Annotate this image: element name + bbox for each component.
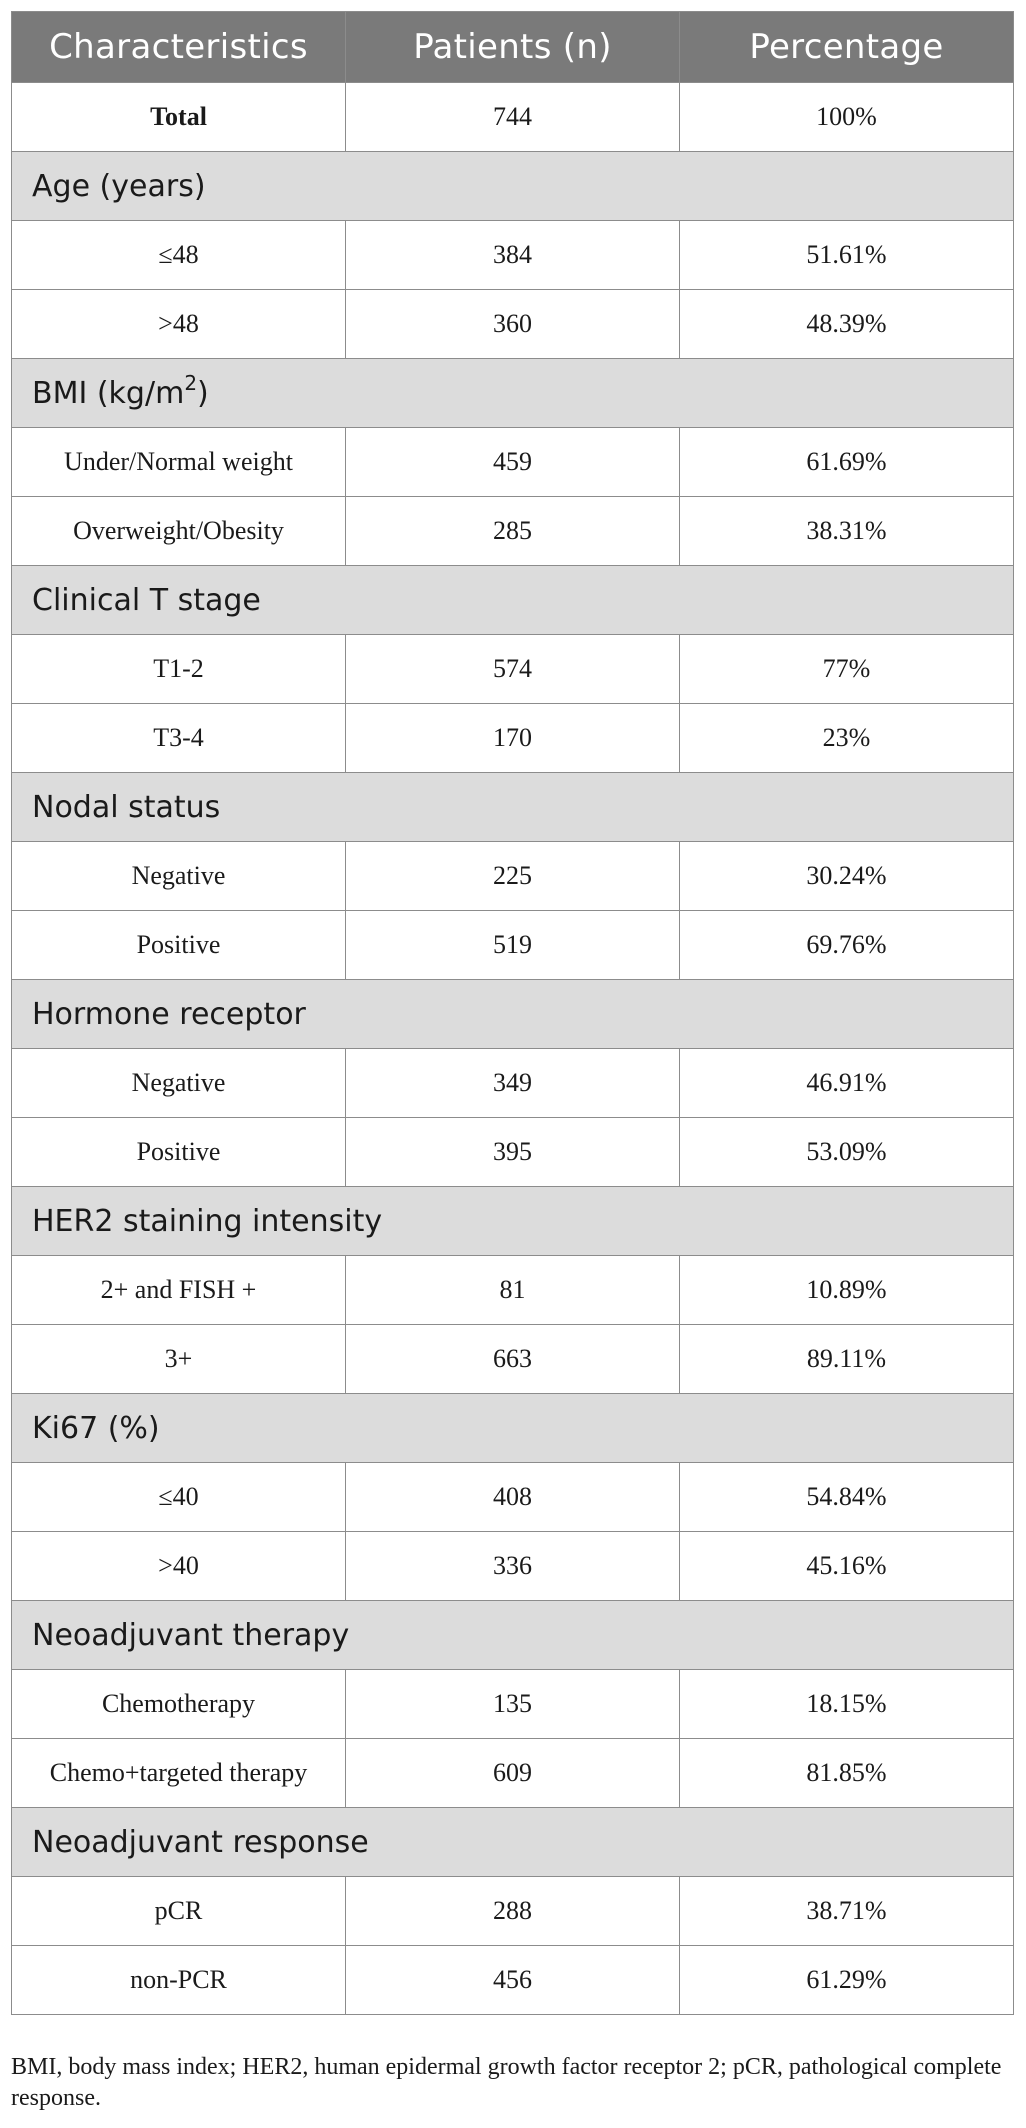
row-patients: 609 [346, 1739, 680, 1808]
row-patients: 395 [346, 1118, 680, 1187]
table-row [12, 221, 1014, 290]
row-percentage: 48.39% [680, 290, 1014, 359]
row-percentage: 38.71% [680, 1877, 1014, 1946]
row-label: Under/Normal weight [12, 428, 346, 497]
table-row [12, 497, 1014, 566]
row-label: Negative [12, 1049, 346, 1118]
row-patients: 285 [346, 497, 680, 566]
row-patients: 349 [346, 1049, 680, 1118]
row-percentage: 30.24% [680, 842, 1014, 911]
row-percentage: 69.76% [680, 911, 1014, 980]
table-row [12, 704, 1014, 773]
row-label: ≤48 [12, 221, 346, 290]
row-label: Negative [12, 842, 346, 911]
section-title: BMI (kg/m [32, 375, 185, 411]
row-percentage: 89.11% [680, 1325, 1014, 1394]
header-percentage: Percentage [680, 12, 1014, 83]
row-label: Chemo+targeted therapy [12, 1739, 346, 1808]
table-row [12, 428, 1014, 497]
row-percentage: 61.29% [680, 1946, 1014, 2015]
row-label: Positive [12, 1118, 346, 1187]
row-patients: 408 [346, 1463, 680, 1532]
row-patients: 288 [346, 1877, 680, 1946]
row-patients: 81 [346, 1256, 680, 1325]
row-label: Chemotherapy [12, 1670, 346, 1739]
row-percentage: 38.31% [680, 497, 1014, 566]
characteristics-table [11, 11, 1014, 2015]
section-clinical-t-stage [12, 566, 1014, 635]
section-neoadjuvant-response [12, 1808, 1014, 1877]
row-patients: 384 [346, 221, 680, 290]
section-title: Neoadjuvant response [12, 1808, 1014, 1877]
row-percentage: 54.84% [680, 1463, 1014, 1532]
section-age [12, 152, 1014, 221]
section-her2-staining [12, 1187, 1014, 1256]
header-patients: Patients (n) [346, 12, 680, 83]
table-row [12, 1739, 1014, 1808]
section-hormone-receptor [12, 980, 1014, 1049]
section-title: Hormone receptor [12, 980, 1014, 1049]
table-row [12, 1325, 1014, 1394]
section-title: Ki67 (%) [12, 1394, 1014, 1463]
row-patients: 336 [346, 1532, 680, 1601]
section-bmi [12, 359, 1014, 428]
section-nodal-status [12, 773, 1014, 842]
table-header-row [12, 12, 1014, 83]
table-row [12, 911, 1014, 980]
table-row [12, 1049, 1014, 1118]
header-characteristics: Characteristics [12, 12, 346, 83]
table-row [12, 842, 1014, 911]
row-patients: 519 [346, 911, 680, 980]
section-title: Clinical T stage [12, 566, 1014, 635]
total-percentage: 100% [680, 83, 1014, 152]
total-row [12, 83, 1014, 152]
section-neoadjuvant-therapy [12, 1601, 1014, 1670]
row-patients: 170 [346, 704, 680, 773]
row-label: T1-2 [12, 635, 346, 704]
row-label: pCR [12, 1877, 346, 1946]
row-label: T3-4 [12, 704, 346, 773]
section-title-superscript: 2 [184, 370, 198, 395]
table-row [12, 1877, 1014, 1946]
row-patients: 360 [346, 290, 680, 359]
row-label: >40 [12, 1532, 346, 1601]
row-label: Overweight/Obesity [12, 497, 346, 566]
row-percentage: 51.61% [680, 221, 1014, 290]
total-label: Total [12, 83, 346, 152]
section-title: HER2 staining intensity [12, 1187, 1014, 1256]
table-row [12, 1946, 1014, 2015]
section-title-cell [12, 359, 1014, 428]
table-row [12, 1118, 1014, 1187]
row-percentage: 46.91% [680, 1049, 1014, 1118]
section-title: Age (years) [12, 152, 1014, 221]
table-row [12, 1532, 1014, 1601]
row-percentage: 45.16% [680, 1532, 1014, 1601]
row-label: ≤40 [12, 1463, 346, 1532]
row-percentage: 81.85% [680, 1739, 1014, 1808]
row-label: >48 [12, 290, 346, 359]
characteristics-table-container [11, 11, 1013, 2015]
section-title: Nodal status [12, 773, 1014, 842]
row-label: 3+ [12, 1325, 346, 1394]
row-label: 2+ and FISH + [12, 1256, 346, 1325]
row-patients: 456 [346, 1946, 680, 2015]
row-patients: 663 [346, 1325, 680, 1394]
row-percentage: 18.15% [680, 1670, 1014, 1739]
row-patients: 135 [346, 1670, 680, 1739]
section-title-suffix: ) [197, 375, 209, 411]
row-label: non-PCR [12, 1946, 346, 2015]
row-percentage: 23% [680, 704, 1014, 773]
table-row [12, 1463, 1014, 1532]
row-patients: 574 [346, 635, 680, 704]
section-ki67 [12, 1394, 1014, 1463]
row-patients: 459 [346, 428, 680, 497]
row-percentage: 10.89% [680, 1256, 1014, 1325]
row-patients: 225 [346, 842, 680, 911]
total-patients: 744 [346, 83, 680, 152]
section-title: Neoadjuvant therapy [12, 1601, 1014, 1670]
table-row [12, 290, 1014, 359]
row-percentage: 77% [680, 635, 1014, 704]
table-row [12, 635, 1014, 704]
table-row [12, 1256, 1014, 1325]
row-label: Positive [12, 911, 346, 980]
row-percentage: 61.69% [680, 428, 1014, 497]
table-row [12, 1670, 1014, 1739]
row-percentage: 53.09% [680, 1118, 1014, 1187]
table-footnote: BMI, body mass index; HER2, human epidermal growth factor receptor 2; pCR, pathological complete response. [11, 2054, 1002, 2111]
